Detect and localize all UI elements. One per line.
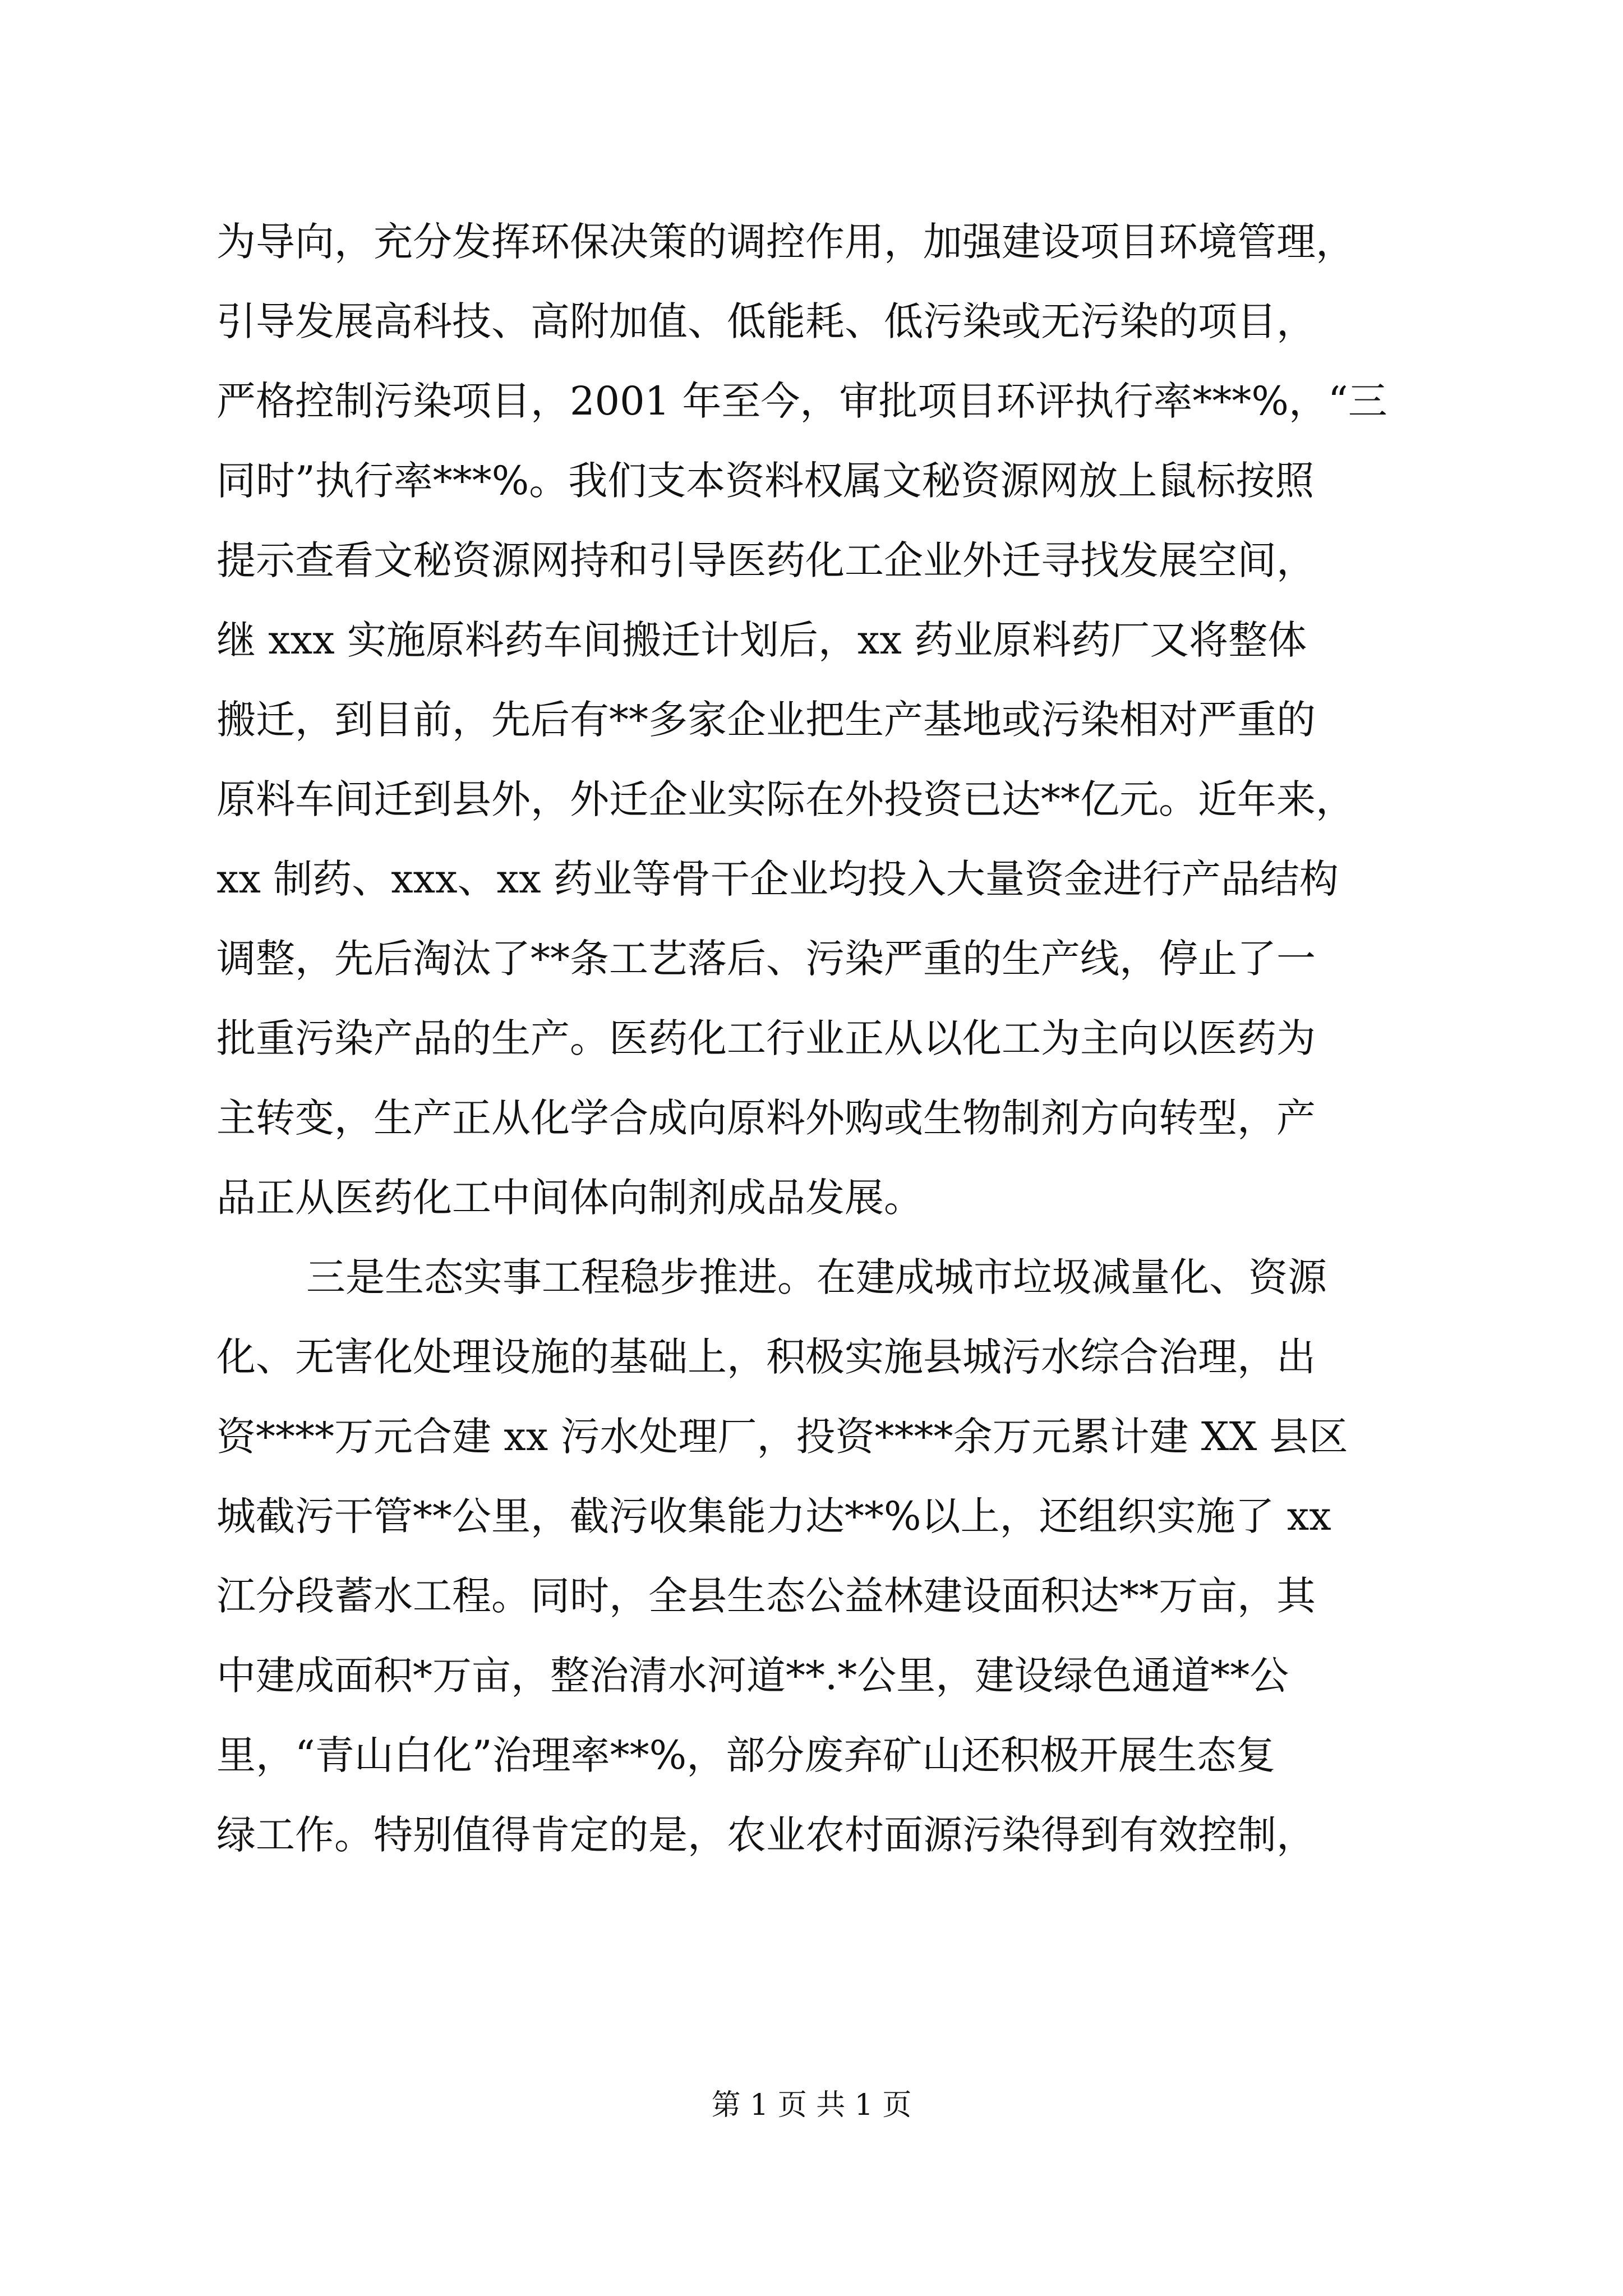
- text-line: 资****万元合建 xx 污水处理厂，投资****余万元累计建 XX 县区: [216, 1414, 1348, 1460]
- text-line: 严格控制污染项目，2001 年至今，审批项目环评执行率***%，“三: [216, 378, 1387, 424]
- paragraph-start-line: 三是生态实事工程稳步推进。在建成城市垃圾减量化、资源: [306, 1254, 1327, 1300]
- text-line: 为导向，充分发挥环保决策的调控作用，加强建设项目环境管理，: [216, 219, 1355, 265]
- text-line: 城截污干管**公里，截污收集能力达**%以上，还组织实施了 xx: [216, 1493, 1331, 1539]
- text-line: 提示查看文秘资源网持和引导医药化工企业外迁寻找发展空间，: [216, 537, 1316, 583]
- text-line: 同时”执行率***%。我们支本资料权属文秘资源网放上鼠标按照: [216, 458, 1315, 504]
- text-line: 搬迁，到目前，先后有**多家企业把生产基地或污染相对严重的: [216, 697, 1316, 743]
- text-line: 品正从医药化工中间体向制剂成品发展。: [216, 1175, 923, 1221]
- text-line: 化、无害化处理设施的基础上，积极实施县城污水综合治理，出: [216, 1334, 1316, 1380]
- text-line: 原料车间迁到县外，外迁企业实际在外投资已达**亿元。近年来，: [216, 776, 1355, 822]
- text-line: 中建成面积*万亩，整治清水河道**.*公里，建设绿色通道**公: [216, 1653, 1289, 1699]
- text-line: 绿工作。特别值得肯定的是，农业农村面源污染得到有效控制，: [216, 1812, 1316, 1858]
- text-line: xx 制药、xxx、xx 药业等骨干企业均投入大量资金进行产品结构: [216, 856, 1339, 902]
- text-line: 引导发展高科技、高附加值、低能耗、低污染或无污染的项目，: [216, 298, 1316, 344]
- document-body: [216, 202, 1428, 1875]
- text-line: 继 xxx 实施原料药车间搬迁计划后，xx 药业原料药厂又将整体: [216, 617, 1307, 663]
- page-footer: 第 1 页 共 1 页: [711, 2088, 912, 2122]
- text-line: 江分段蓄水工程。同时，全县生态公益林建设面积达**万亩，其: [216, 1573, 1316, 1619]
- text-line: 主转变，生产正从化学合成向原料外购或生物制剂方向转型，产: [216, 1095, 1316, 1141]
- text-line: 里，“青山白化”治理率**%，部分废弃矿山还积极开展生态复: [216, 1732, 1276, 1778]
- text-line: 批重污染产品的生产。医药化工行业正从以化工为主向以医药为: [216, 1015, 1316, 1061]
- text-line: 调整，先后淘汰了**条工艺落后、污染严重的生产线，停止了一: [216, 936, 1316, 982]
